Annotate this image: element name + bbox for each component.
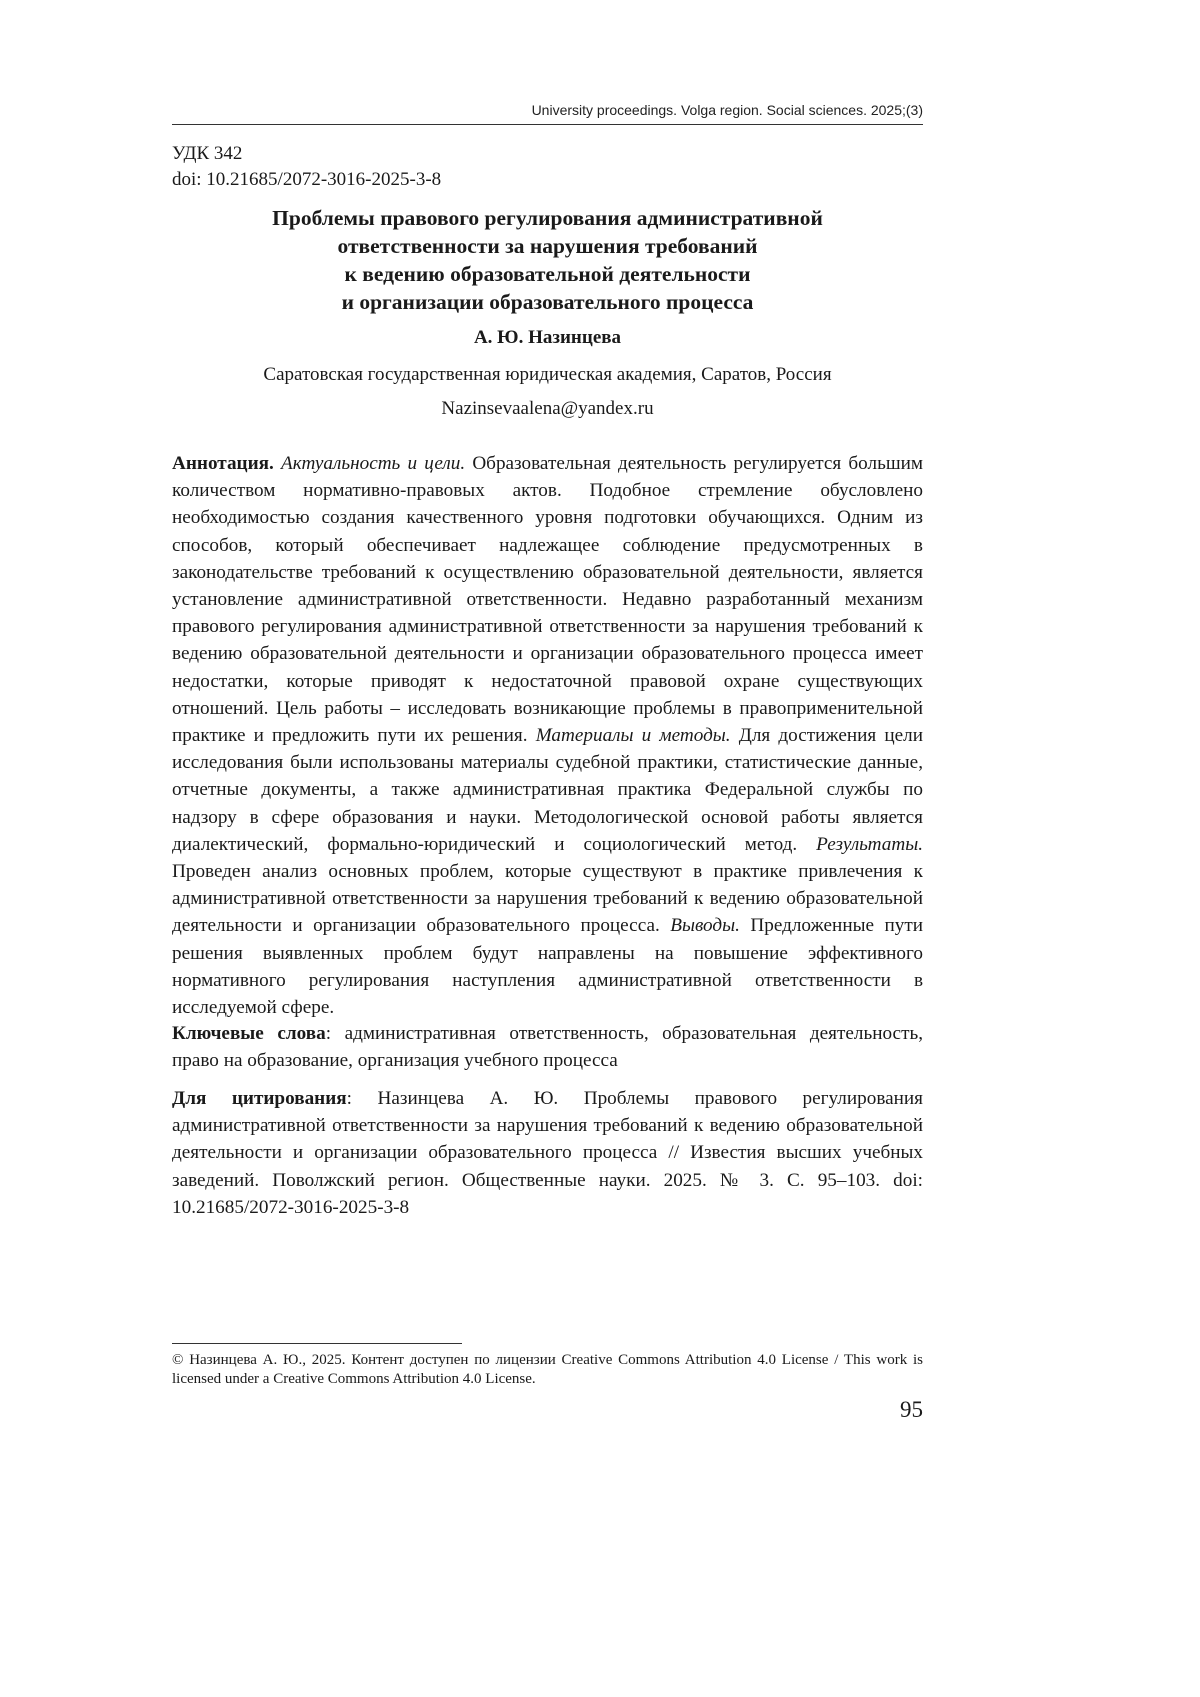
article-title [172, 204, 923, 316]
title-line: и организации образовательного процесса [341, 290, 754, 314]
title-line: Проблемы правового регулирования административной [272, 206, 823, 230]
page-number: 95 [900, 1397, 923, 1422]
relevance-text: Образовательная деятельность регулируется большим количеством нормативно-правовых актов. Подобное стремление обусловлено необходимостью создания качественного уровня подготовки обучающихся. Одним из способов, который обеспечивает надлежащее соблюдение предусмотренных в законодательстве требований к осуществлению образовательной деятельности, является установление административной ответственности. Недавно разработанный механизм правового регулирования административной ответственности за нарушения требований к ведению образовательной деятельности и организации образовательного процесса имеет недостатки, которые приводят к недостаточной правовой охране существующих отношений. Цель работы – исследовать возникающие проблемы в правоприменительной практике и предложить пути их решения. [172, 453, 924, 747]
udk-code: УДК 342 [172, 143, 243, 164]
methods-text: Для достижения цели исследования были использованы материалы судебной практики, статистические данные, отчетные документы, а также административная практика Федеральной службы по надзору в сфере образования и науки. Методологической основой работы является диалектический, формально-юридический и социологический метод. [172, 725, 923, 855]
license-footnote: © Назинцева А. Ю., 2025. Контент доступен по лицензии Creative Commons Attribution 4.0 License / This work is licensed under a Creative Commons Attribution 4.0 License. [172, 1352, 923, 1387]
results-text: Проведен анализ основных проблем, которые существуют в практике привлечения к административной ответственности за нарушения требований к ведению образовательной деятельности и организации образовательного процесса. [172, 861, 923, 937]
methods-label: Материалы и методы. [535, 725, 731, 747]
citation [172, 1085, 923, 1221]
abstract [172, 450, 923, 1021]
keywords-text: : административная ответственность, образовательная деятельность, право на образование, организация учебного процесса [172, 1023, 923, 1072]
footnote-divider [172, 1343, 462, 1344]
running-head: University proceedings. Volga region. Social sciences. 2025;(3) [531, 102, 923, 118]
conclusions-label: Выводы. [670, 915, 740, 937]
results-label: Результаты. [816, 833, 923, 855]
abstract-label: Аннотация. [172, 453, 274, 474]
keywords [172, 1020, 923, 1074]
citation-text: : Назинцева А. Ю. Проблемы правового регулирования административной ответственности за нарушения требований к ведению образовательной деятельности и организации образовательного процесса // Известия высших учебных заведений. Поволжский регион. Общественные науки. 2025. № 3. С. 95–103. doi: 10.21685/2072-3016-2025-3-8 [172, 1088, 923, 1218]
author-email: Nazinsevaalena@yandex.ru [441, 398, 654, 419]
author-name: А. Ю. Назинцева [473, 327, 622, 348]
title-line: ответственности за нарушения требований [337, 234, 758, 258]
citation-label: Для цитирования [172, 1088, 347, 1109]
conclusions-text: Предложенные пути решения выявленных проблем будут направлены на повышение эффективного нормативного регулирования наступления административной ответственности в исследуемой сфере. [172, 915, 923, 1019]
doi: doi: 10.21685/2072-3016-2025-3-8 [172, 169, 442, 190]
relevance-label: Актуальность и цели. [281, 453, 466, 474]
title-line: к ведению образовательной деятельности [344, 262, 751, 286]
author-affiliation: Саратовская государственная юридическая академия, Саратов, Россия [263, 364, 832, 385]
header-divider [172, 124, 923, 125]
keywords-label: Ключевые слова [172, 1023, 326, 1044]
